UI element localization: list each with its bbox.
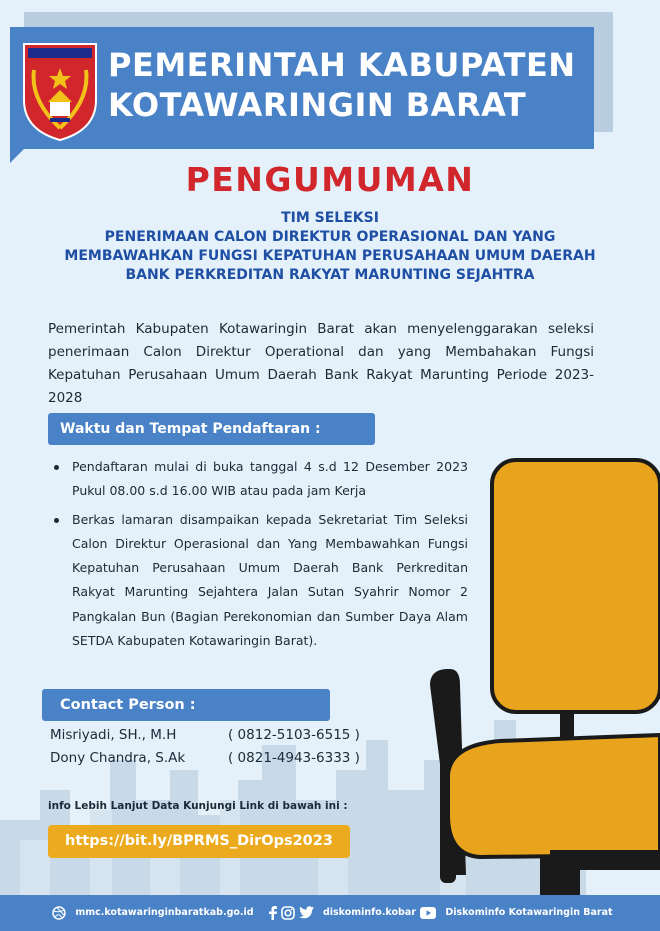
office-chair-illustration [420, 455, 660, 931]
schedule-label: Waktu dan Tempat Pendaftaran : [48, 413, 375, 445]
schedule-item-text: Pendaftaran mulai di buka tanggal 4 s.d 12 Desember 2023 Pukul 08.00 s.d 16.00 WIB atau pada jam Kerja [72, 459, 468, 499]
youtube-icon [420, 907, 436, 919]
intro-paragraph: Pemerintah Kabupaten Kotawaringin Barat akan menyelenggarakan seleksi penerimaan Calon Direktur Operational dan yang Membahakan Fungsi Kepatuhan Perusahaan Umum Daerah Bank Rakyat Marunting Periode 2023-2028 [48, 321, 594, 406]
contact-phone: ( 0812-5103-6515 ) [228, 727, 360, 743]
info-note: info Lebih Lanjut Data Kunjungi Link di bawah ini : [48, 800, 348, 812]
list-item [48, 508, 468, 654]
subtitle-line3: MEMBAWAHKAN FUNGSI KEPATUHAN PERUSAHAAN UMUM DAERAH [64, 248, 596, 264]
header-title-line2: KOTAWARINGIN BARAT [108, 86, 527, 124]
header-title [108, 45, 588, 125]
list-item [48, 455, 468, 504]
announcement-heading: PENGUMUMAN [185, 160, 475, 199]
header-title-line1: PEMERINTAH KABUPATEN [108, 46, 576, 84]
subtitle-line2: PENERIMAAN CALON DIREKTUR OPERASIONAL DAN YANG [104, 229, 556, 245]
contact-name: Dony Chandra, S.Ak [50, 750, 186, 766]
subtitle-block [0, 209, 660, 285]
contact-name: Misriyadi, SH., M.H [50, 727, 177, 743]
twitter-icon [299, 906, 314, 919]
contact-phone: ( 0821-4943-6333 ) [228, 750, 360, 766]
instagram-icon [281, 906, 295, 920]
footer-social-text: diskominfo.kobar [322, 907, 416, 918]
facebook-icon [268, 906, 278, 920]
footer-social[interactable] [268, 895, 416, 931]
subtitle-line4: BANK PERKREDITAN RAKYAT MARUNTING SEJAHTRA [125, 267, 535, 283]
dribbble-icon [52, 906, 66, 920]
footer-bar [0, 895, 660, 931]
footer-website[interactable] [52, 895, 254, 931]
bullet-dot [54, 518, 59, 523]
contact-label: Contact Person : [42, 689, 330, 721]
subtitle-line1: TIM SELEKSI [281, 210, 379, 226]
footer-youtube[interactable] [420, 895, 613, 931]
schedule-list [48, 455, 468, 657]
bullet-dot [54, 465, 59, 470]
footer-website-text: mmc.kotawaringinbaratkab.go.id [75, 907, 254, 918]
emblem-icon [20, 40, 100, 142]
footer-youtube-text: Diskominfo Kotawaringin Barat [445, 907, 613, 918]
schedule-item-text: Berkas lamaran disampaikan kepada Sekretariat Tim Seleksi Calon Direktur Operasional dan Yang Membawahkan Fungsi Kepatuhan Perusahaan Umum Daerah Bank Perkreditan Rakyat Marunting Sejahtera Jalan Sutan Syahrir Nomor 2 Pangkalan Bun (Bagian Perekonomian dan Sumber Daya Alam SETDA Kabupaten Kotawaringin Barat). [72, 511, 468, 649]
registration-link[interactable]: https://bit.ly/BPRMS_DirOps2023 [48, 825, 350, 858]
